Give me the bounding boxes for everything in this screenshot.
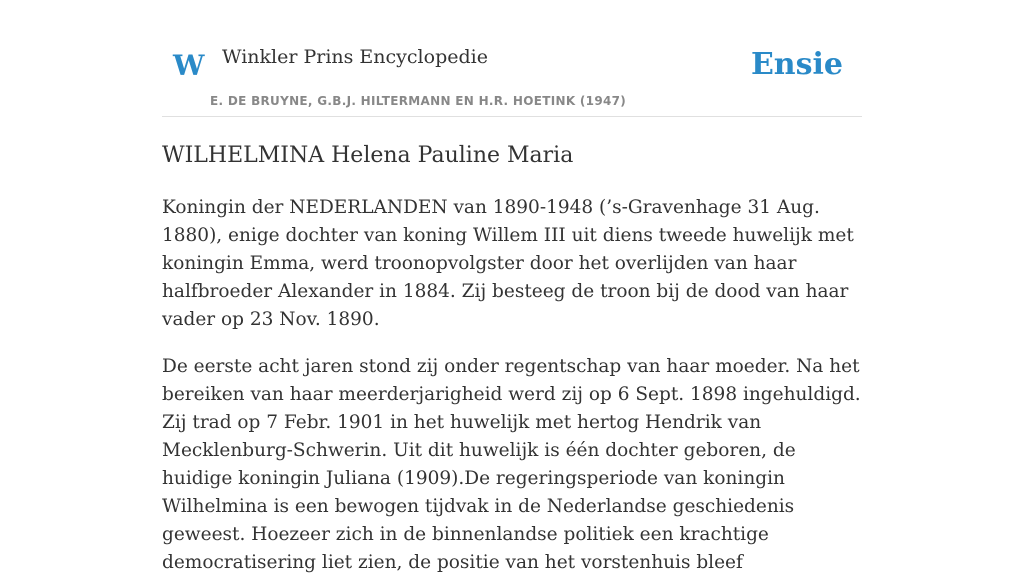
article-title: WILHELMINA Helena Pauline Maria [162, 143, 574, 168]
page [162, 0, 862, 577]
article-paragraph-2: De eerste acht jaren stond zij onder regentschap van haar moeder. Na het bereiken van haar meerderjarigheid werd zij op 6 Sept. 1898 ingehuldigd. Zij trad op 7 Febr. 1901 in het huwelijk met hertog Hendrik van Mecklenburg-Schwerin. Uit dit huwelijk is één dochter geboren, de huidige koningin Juliana (1909).De regeringsperiode van koningin Wilhelmina is een bewogen tijdvak in de Nederlandse geschiedenis geweest. Hoezeer zich in de binnenlandse politiek een krachtige democratisering liet zien, de positie van het vorstenhuis bleef [162, 356, 861, 573]
ensie-logo-link[interactable]: Ensie [750, 47, 843, 82]
source-authors: E. DE BRUYNE, G.B.J. HILTERMANN EN H.R. HOETINK (1947) [210, 94, 627, 108]
source-logo[interactable]: W [173, 49, 205, 82]
source-header [162, 0, 862, 117]
article-paragraph-1: Koningin der NEDERLANDEN van 1890-1948 (’s-Gravenhage 31 Aug. 1880), enige dochter van koning Willem III uit diens tweede huwelijk met koningin Emma, werd troonopvolgster door het overlijden van haar halfbroeder Alexander in 1884. Zij besteeg de troon bij de dood van haar vader op 23 Nov. 1890. [162, 197, 854, 330]
source-title-link[interactable]: Winkler Prins Encyclopedie [222, 46, 488, 68]
